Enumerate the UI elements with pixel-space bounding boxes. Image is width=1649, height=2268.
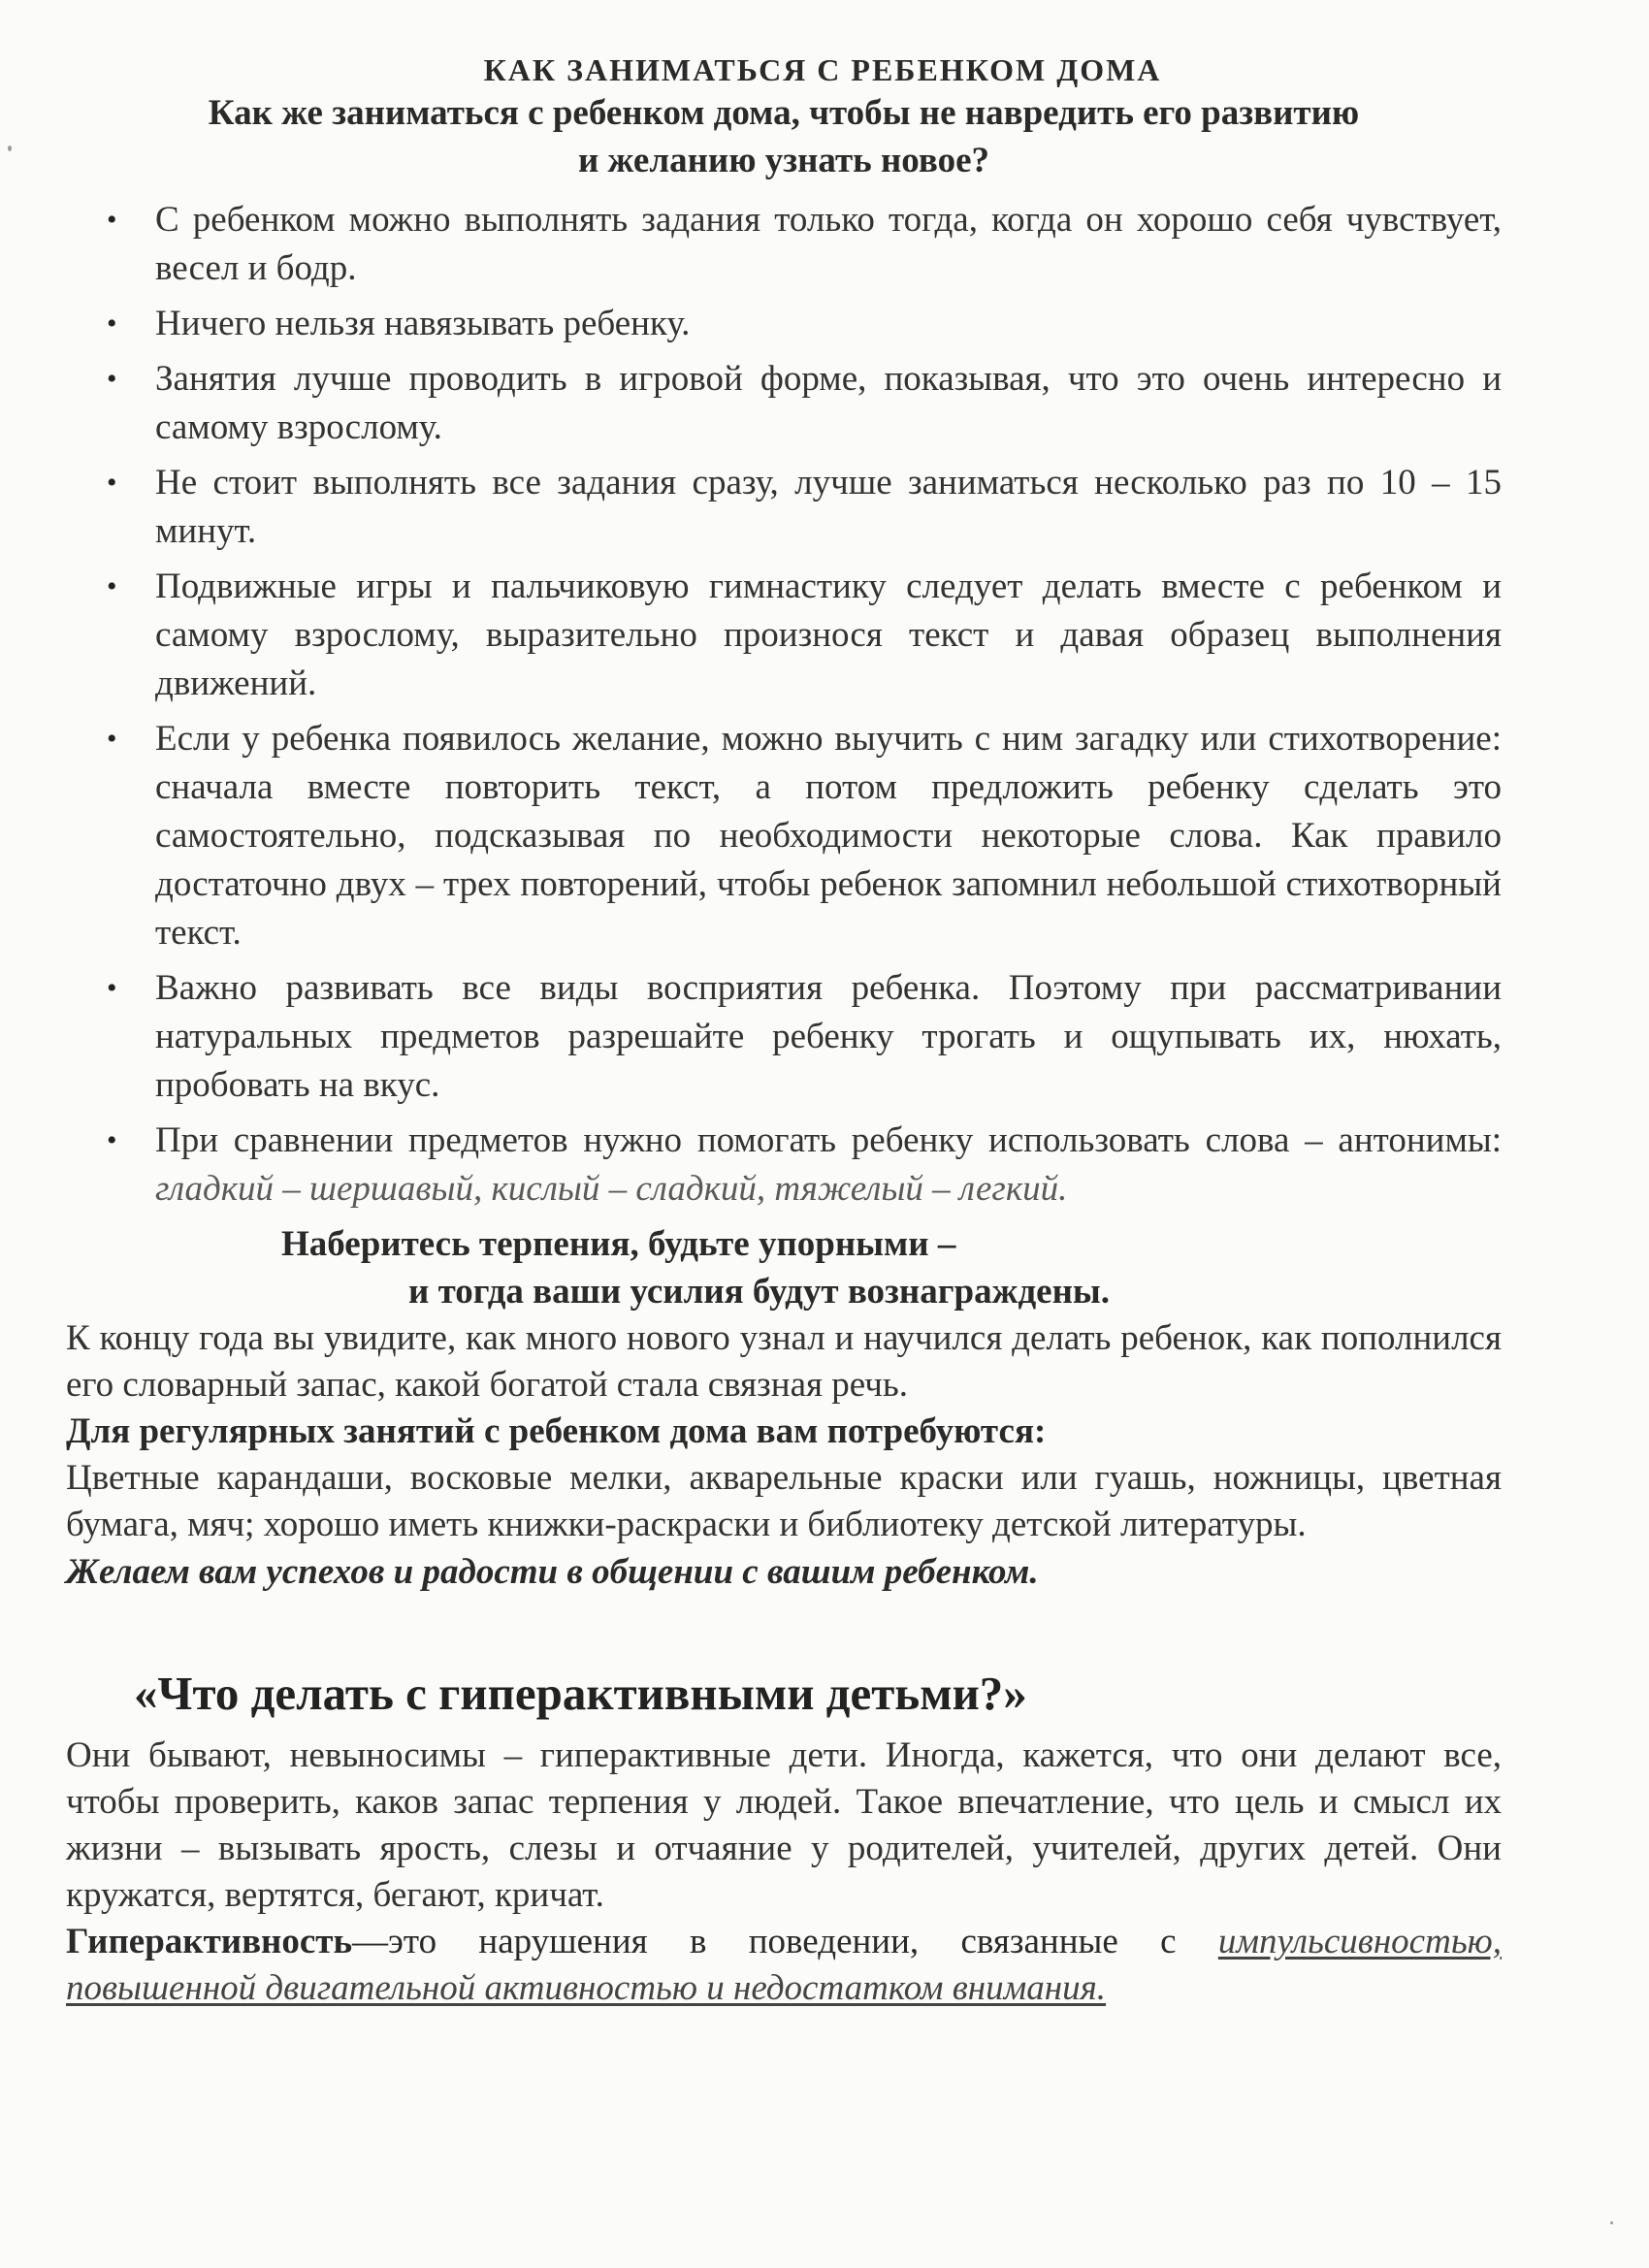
tip-text: Не стоит выполнять все задания сразу, лучше заниматься несколько раз по 10 – 15 минут. xyxy=(155,463,1502,551)
tip-text: С ребенком можно выполнять задания только тогда, когда он хорошо себя чувствует, весел и бодр. xyxy=(155,200,1502,288)
bullet-icon: • xyxy=(107,308,117,340)
page-title: КАК ЗАНИМАТЬСЯ С РЕБЕНКОМ ДОМА xyxy=(483,52,1162,87)
list-item xyxy=(107,563,1502,708)
scan-speck-mark xyxy=(1610,2221,1613,2224)
subtitle-line-2: и желанию узнать новое? xyxy=(577,141,990,180)
tip-text: Важно развивать все виды восприятия ребенка. Поэтому при рассматривании натуральных предметов разрешайте ребенку трогать и ощупывать их, нюхать, пробовать на вкус. xyxy=(155,968,1502,1105)
tip-text: Занятия лучше проводить в игровой форме, показывая, что это очень интересно и самому взрослому. xyxy=(155,359,1502,447)
subtitle-line-1: Как же заниматься с ребенком дома, чтобы не навредить его развитию xyxy=(208,93,1360,133)
bullet-icon: • xyxy=(107,204,117,236)
hyperactive-paragraph: Они бывают, невыносимы – гиперактивные дети. Иногда, кажется, что они делают все, чтобы проверить, каков запас терпения у людей. Такое впечатление, что цель и смысл их жизни – вызывать ярость, слезы и отчаяние у родителей, учителей, других детей. Они кружатся, вертятся, бегают, кричат. xyxy=(66,1735,1502,1915)
list-item xyxy=(107,1117,1502,1214)
bullet-icon: • xyxy=(107,972,117,1004)
bullet-icon: • xyxy=(107,570,117,602)
tips-list xyxy=(66,196,1502,1214)
result-paragraph: К концу года вы увидите, как много нового узнал и научился делать ребенок, как пополнился его словарный запас, какой богатой стала связная речь. xyxy=(66,1318,1502,1405)
bullet-icon: • xyxy=(107,467,117,499)
hyperactivity-definition xyxy=(66,1919,1502,2012)
supplies-heading: Для регулярных занятий с ребенком дома вам потребуются: xyxy=(66,1411,1047,1451)
list-item xyxy=(107,196,1502,293)
list-item xyxy=(107,459,1502,556)
tip-text: Ничего нельзя навязывать ребенку. xyxy=(155,304,691,343)
definition-underlined: импульсивностью, повышенной двигательной активностью и недостатком внимания. xyxy=(66,1922,1502,2008)
list-item xyxy=(107,300,1502,348)
tip-text: Подвижные игры и пальчиковую гимнастику следует делать вместе с ребенком и самому взрослому, выразительно произнося текст и давая образец выполнения движений. xyxy=(155,567,1502,703)
definition-text: —это нарушения в поведении, связанные с xyxy=(352,1922,1218,1961)
wish-line: Желаем вам успехов и радости в общении с вашим ребенком. xyxy=(66,1552,1039,1592)
list-item xyxy=(107,355,1502,452)
bullet-icon: • xyxy=(107,1124,117,1156)
scan-speck-mark xyxy=(8,146,12,151)
antonyms-examples: гладкий – шершавый, кислый – сладкий, тяжелый – легкий. xyxy=(155,1169,1068,1209)
supplies-paragraph: Цветные карандаши, восковые мелки, акварельные краски или гуашь, ножницы, цветная бумага, мяч; хорошо иметь книжки-раскраски и библиотеку детской литературы. xyxy=(66,1458,1502,1544)
hyperactivity-term: Гиперактивность xyxy=(66,1922,353,1961)
motto-line-1: Наберитесь терпения, будьте упорными – xyxy=(281,1224,956,1264)
tip-text: При сравнении предметов нужно помогать ребенку использовать слова – антонимы: xyxy=(155,1120,1502,1160)
motto-line-2: и тогда ваши усилия будут вознаграждены. xyxy=(408,1272,1111,1312)
page-subtitle xyxy=(66,89,1502,184)
bullet-icon: • xyxy=(107,363,117,395)
list-item xyxy=(107,964,1502,1110)
section-title-hyperactive: «Что делать с гиперактивными детьми?» xyxy=(134,1667,1027,1720)
list-item xyxy=(107,715,1502,957)
bullet-icon: • xyxy=(107,723,117,755)
page-content xyxy=(66,50,1502,2012)
tip-text: Если у ребенка появилось желание, можно выучить с ним загадку или стихотворение: сначала вместе повторить текст, а потом предложить ребенку сделать это самостоятельно, подсказывая по необходимости некоторые слова. Как правило достаточно двух – трех повторений, чтобы ребенок запомнил небольшой стихотворный текст. xyxy=(155,719,1502,953)
